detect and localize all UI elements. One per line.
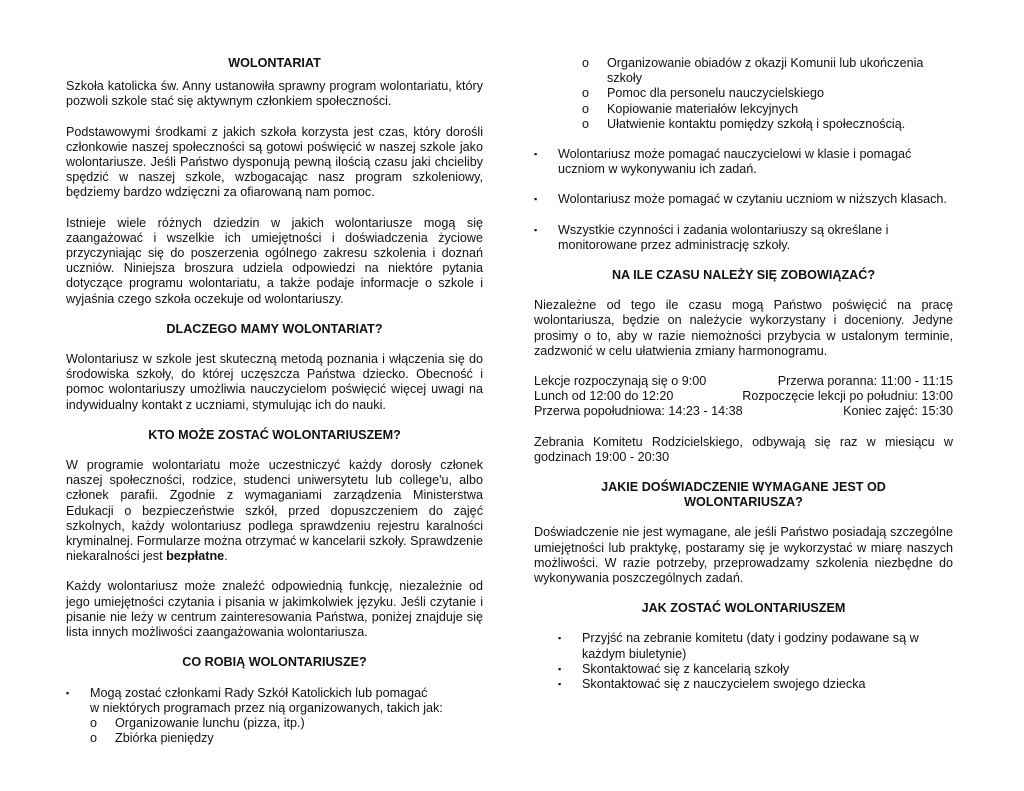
- experience-paragraph: Doświadczenie nie jest wymagane, ale jeśli Państwo posiadają szczególne umiejętności lub praktykę, postaramy się je wykorzystać w miarę naszych możliwości. W razie potrzeby, przeprowadzamy szkolenia niezbędne do wykonywania poszczególnych zadań.: [534, 525, 953, 586]
- sub-item-text: Organizowanie obiadów z okazji Komunii lub ukończenia szkoły: [607, 56, 924, 86]
- schedule-left: Lunch od 12:00 do 12:20: [534, 389, 674, 404]
- sub-item-text: Kopiowanie materiałów lekcyjnych: [607, 101, 799, 116]
- intro-paragraph-2: Podstawowymi środkami z jakich szkoła korzysta jest czas, który dorośli członkowie naszej społeczności są gotowi poświęcić w naszej szkole jako wolontariusze. Jeśli Państwo dysponują pewną ilością czasu jaki chcieliby spędzić w naszej szkole, wzbogacając nasz program szkoleniowy, będziemy bardzo wdzięczni za ofiarowaną nam pomoc.: [66, 124, 483, 200]
- circle-bullet-icon: o: [582, 56, 590, 70]
- experience-heading-line-2: WOLONTARIUSZA?: [684, 495, 803, 510]
- sub-item-text: Organizowanie lunchu (pizza, itp.): [115, 715, 305, 730]
- list-item: [90, 716, 483, 731]
- list-item: [534, 192, 953, 207]
- list-item: [558, 677, 953, 692]
- how-item-text: Skontaktować się z nauczycielem swojego dziecka: [582, 677, 866, 692]
- who-bold-text: bezpłatne: [166, 549, 225, 564]
- sub-item-text: Pomoc dla personelu nauczycielskiego: [607, 86, 825, 101]
- intro-paragraph-1: Szkoła katolicka św. Anny ustanowiła sprawny program wolontariatu, który pozwoli szkole stać się aktywnym członkiem społeczności.: [66, 79, 483, 109]
- list-item: [90, 731, 483, 746]
- sub-item-text: Ułatwienie kontaktu pomiędzy szkołą i społecznością.: [607, 116, 906, 131]
- schedule-left: Lekcje rozpoczynają się o 9:00: [534, 374, 707, 389]
- schedule-row: [534, 374, 953, 389]
- schedule-right: Koniec zajęć: 15:30: [843, 404, 953, 419]
- schedule-right: Przerwa poranna: 11:00 - 11:15: [777, 374, 953, 389]
- square-bullet-icon: ▪: [558, 679, 562, 690]
- how-item-text: Skontaktować się z kancelarią szkoły: [582, 661, 790, 676]
- square-bullet-icon: ▪: [534, 194, 538, 205]
- list-item: [558, 662, 953, 677]
- duty-text: Wszystkie czynności i zadania wolontariuszy są określane i monitorowane przez administrację szkoły.: [558, 222, 889, 252]
- circle-bullet-icon: o: [582, 86, 590, 101]
- why-paragraph: Wolontariusz w szkole jest skuteczną metodą poznania i włączenia się do środowiska szkoły, do której uczęszcza Państwa dziecko. Obecność i pomoc wolontariuszy umożliwia nauczycielom poświęcić więcej uwagi na indywidualny kontakt z uczniami, stymulując ich do nauki.: [66, 352, 483, 412]
- sub-list: [90, 716, 483, 746]
- duties-list: [534, 147, 953, 253]
- who-heading: KTO MOŻE ZOSTAĆ WOLONTARIUSZEM?: [148, 427, 401, 442]
- schedule-left: Przerwa popołudniowa: 14:23 - 14:38: [534, 404, 743, 419]
- schedule-right: Rozpoczęcie lekcji po południu: 13:00: [742, 389, 953, 404]
- circle-bullet-icon: o: [90, 715, 98, 730]
- list-item: [66, 686, 483, 747]
- left-column: [66, 56, 483, 746]
- time-heading: NA ILE CZASU NALEŻY SIĘ ZOBOWIĄZAĆ?: [611, 268, 876, 283]
- schedule-row: [534, 404, 953, 419]
- square-bullet-icon: ▪: [66, 687, 70, 698]
- sub-item-text: Zbiórka pieniędzy: [115, 731, 214, 746]
- duty-text: Wolontariusz może pomagać nauczycielowi w klasie i pomagać uczniom w wykonywaniu ich zadań.: [558, 147, 912, 177]
- circle-bullet-icon: o: [582, 116, 590, 131]
- list-item: [534, 223, 953, 253]
- list-item: [582, 56, 953, 86]
- who-text: W programie wolontariatu może uczestniczyć każdy dorosły członek naszej społeczności, rodzice, studenci uniwersytetu lub college'u, albo członek parafii. Zgodnie z wymaganiami zarządzenia Ministerstwa Edukacji o bezpieczeństwie szkół, przed dopuszczeniem do zajęć szkolnych, każdy wolontariusz podlega sprawdzeniu rejestru karalności kryminalnej. Formularze można otrzymać w kancelarii szkoły. Sprawdzenie niekaralności jest: [66, 458, 483, 564]
- list-item: [534, 147, 953, 177]
- list-item: [582, 117, 953, 132]
- experience-heading-line-1: JAKIE DOŚWIADCZENIE WYMAGANE JEST OD: [601, 480, 886, 495]
- continued-sub-list: [582, 56, 953, 132]
- square-bullet-icon: ▪: [558, 663, 562, 674]
- circle-bullet-icon: o: [582, 101, 590, 116]
- intro-paragraph-3: Istnieje wiele różnych dziedzin w jakich wolontariusze mogą się zaangażować i wszelkie ich umiejętności i doświadczenia życiowe przyczyniając się do poszerzenia ogólnego zakresu szkolenia i doznań uczniów. Niniejsza broszura udziela odpowiedzi na niektóre pytania dotyczące programu wolontariatu, a także podaje informacje o szkole i wyjaśnia czego szkoła oczekuje od wolontariuszy.: [66, 215, 483, 306]
- schedule-row: [534, 389, 953, 404]
- time-paragraph: Niezależne od tego ile czasu mogą Państwo poświęcić na pracę wolontariusza, będzie on należycie wykorzystany i doceniony. Jedyne prosimy o to, aby w razie niemożności przybycia w ustalonym terminie, zadzwonić w celu ułatwienia zmiany harmonogramu.: [534, 298, 953, 358]
- each-paragraph: Każdy wolontariusz może znaleźć odpowiednią funkcję, niezależnie od jego umiejętności czytania i pisania w jakimkolwiek języku. Jeśli czytanie i pisanie nie leży w centrum zainteresowania Państwa, poniżej znajduje się lista innych możliwości zaangażowania wolontariusza.: [66, 579, 483, 640]
- list-item: [582, 102, 953, 117]
- who-paragraph: [66, 458, 483, 564]
- square-bullet-icon: ▪: [558, 633, 562, 644]
- experience-heading: [534, 480, 953, 510]
- what-list: [66, 686, 483, 747]
- why-heading: DLACZEGO MAMY WOLONTARIAT?: [166, 321, 383, 336]
- square-bullet-icon: ▪: [534, 224, 538, 235]
- square-bullet-icon: ▪: [534, 149, 538, 160]
- main-title: WOLONTARIAT: [228, 56, 321, 70]
- schedule: [534, 374, 953, 420]
- list-item: [558, 631, 953, 661]
- circle-bullet-icon: o: [90, 731, 98, 746]
- what-heading: CO ROBIĄ WOLONTARIUSZE?: [182, 655, 367, 670]
- right-column: [534, 56, 953, 692]
- meetings-paragraph: Zebrania Komitetu Rodzicielskiego, odbywają się raz w miesiącu w godzinach 19:00 - 20:30: [534, 434, 953, 464]
- what-bullet-line-2: w niektórych programach przez nią organizowanych, takich jak:: [90, 700, 443, 715]
- how-heading: JAK ZOSTAĆ WOLONTARIUSZEM: [641, 601, 846, 616]
- duty-text: Wolontariusz może pomagać w czytaniu uczniom w niższych klasach.: [558, 192, 947, 207]
- how-list: [558, 631, 953, 692]
- how-item-text: Przyjść na zebranie komitetu (daty i godziny podawane są w każdym biuletynie): [582, 631, 919, 661]
- list-item: [582, 86, 953, 101]
- what-bullet-line-1: Mogą zostać członkami Rady Szkół Katolickich lub pomagać: [90, 685, 428, 700]
- who-end: .: [224, 549, 228, 564]
